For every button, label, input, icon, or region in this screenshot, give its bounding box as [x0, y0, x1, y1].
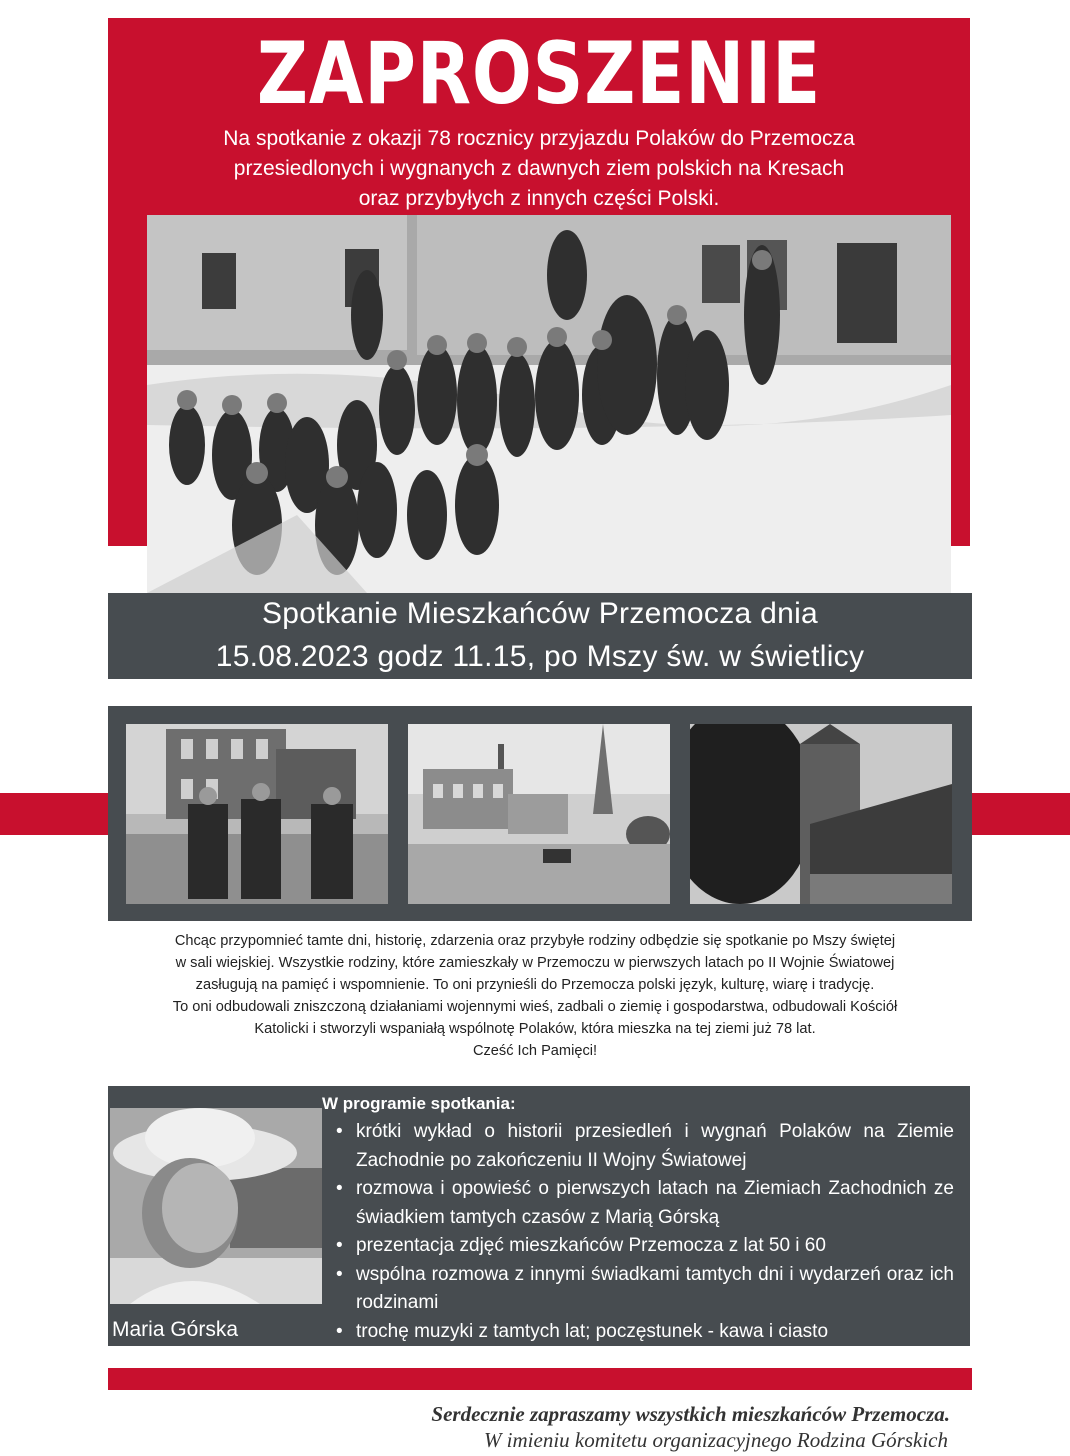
historical-children-photo: [147, 215, 951, 593]
program-item: • trochę muzyki z tamtych lat; poczęstunek - kawa i ciasto: [334, 1318, 954, 1347]
portrait-image: [110, 1108, 322, 1304]
description-line: zasługują na pamięć i wspomnienie. To oni przynieśli do Przemocza polski język, kulturę, wiarę i tradycję.: [195, 977, 875, 993]
description-line: Chcąc przypomnieć tamte dni, historię, zdarzenia oraz przybyłe rodziny odbędzie się spotkanie po Mszy świętej: [174, 933, 896, 949]
program-list: [334, 1118, 954, 1346]
invitation-subtitle: [130, 124, 948, 214]
program-item: • krótki wykład o historii przesiedleń i wygnań Polaków na Ziemie Zachodnie po zakończeniu II Wojny Światowej: [334, 1118, 954, 1175]
soldiers-photo-image: [126, 724, 388, 904]
meeting-date-time: 15.08.2023 godz 11.15, po Mszy św. w świetlicy: [215, 640, 865, 673]
program-item: • wspólna rozmowa z innymi świadkami tamtych dni i wydarzeń oraz ich rodzinami: [334, 1261, 954, 1318]
meeting-title: Spotkanie Mieszkańców Przemocza dnia: [261, 597, 819, 630]
closing-signature: W imieniu komitetu organizacyjnego Rodzina Górskich: [483, 1428, 948, 1452]
page-title: ZAPROSZENIE: [256, 24, 822, 124]
description-text: [70, 930, 1000, 1062]
church-tower-photo: [690, 724, 952, 904]
program-item: • prezentacja zdjęć mieszkańców Przemocza z lat 50 i 60: [334, 1232, 954, 1261]
description-line: w sali wiejskiej. Wszystkie rodziny, które zamieszkały w Przemoczu w pierwszych latach po II Wojnie Światowej: [175, 955, 895, 971]
subtitle-line: oraz przybyłych z innych części Polski.: [358, 187, 720, 210]
bottom-red-stripe: [108, 1368, 972, 1390]
village-factory-image: [408, 724, 670, 904]
description-line: Cześć Ich Pamięci!: [472, 1043, 598, 1059]
maria-gorska-portrait: [110, 1108, 322, 1304]
description-line: To oni odbudowali zniszczoną działaniami wojennymi wieś, zadbali o ziemię i gospodarstwa, odbudowali Kościół: [172, 999, 898, 1015]
church-image: [690, 724, 952, 904]
program-heading: W programie spotkania:: [322, 1094, 516, 1113]
children-in-snow-image: [147, 215, 951, 593]
historical-village-photo: [408, 724, 670, 904]
historical-building-soldiers-photo: [126, 724, 388, 904]
closing-invitation: Serdecznie zapraszamy wszystkich mieszkańców Przemocza.: [431, 1402, 950, 1426]
subtitle-line: Na spotkanie z okazji 78 rocznicy przyjazdu Polaków do Przemocza: [223, 127, 855, 150]
program-item: • rozmowa i opowieść o pierwszych latach na Ziemiach Zachodnich ze świadkiem tamtych czasów z Marią Górską: [334, 1175, 954, 1232]
subtitle-line: przesiedlonych i wygnanych z dawnych ziem polskich na Kresach: [233, 157, 845, 180]
portrait-caption: Maria Górska: [112, 1318, 239, 1341]
description-line: Katolicki i stworzyli wspaniałą wspólnotę Polaków, która mieszka na tej ziemi już 78 lat.: [254, 1021, 816, 1037]
